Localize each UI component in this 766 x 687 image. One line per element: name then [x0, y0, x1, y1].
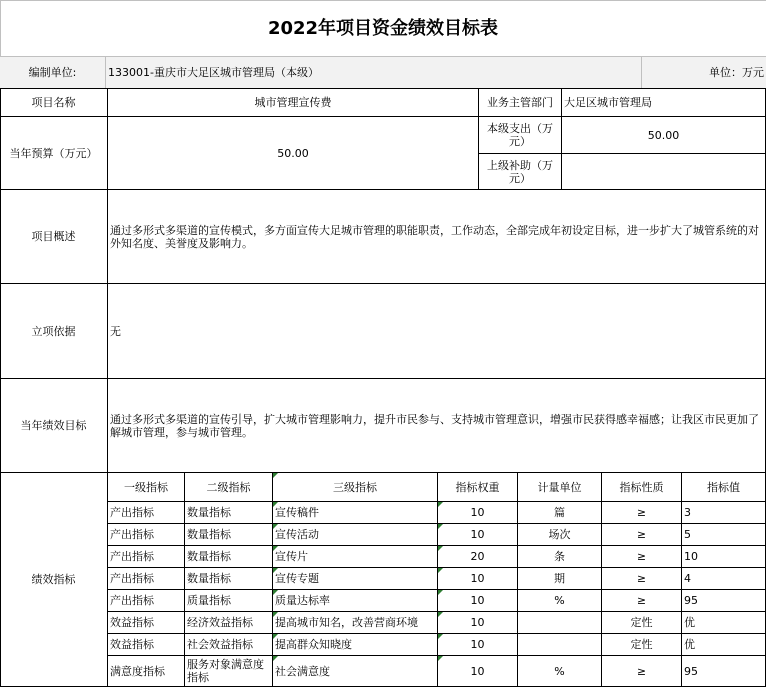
table-cell	[518, 612, 602, 634]
table-cell: 服务对象满意度指标	[185, 656, 273, 687]
table-cell: 10	[438, 612, 518, 634]
table-cell: 95	[682, 590, 766, 612]
table-cell: 产出指标	[108, 568, 185, 590]
table-cell: 提高城市知名，改善营商环境	[273, 612, 438, 634]
table-cell: 宣传稿件	[273, 502, 438, 524]
basis-label: 立项依据	[0, 284, 108, 379]
table-cell: 质量达标率	[273, 590, 438, 612]
indicator-header: 指标权重	[438, 473, 518, 502]
basis-text: 无	[108, 284, 766, 379]
project-name-value: 城市管理宣传费	[108, 89, 479, 117]
table-cell: 定性	[602, 612, 682, 634]
upper-subsidy-value	[562, 154, 766, 190]
table-cell: 10	[438, 656, 518, 687]
indicator-header: 一级指标	[108, 473, 185, 502]
table-cell: 数量指标	[185, 546, 273, 568]
table-cell: 优	[682, 612, 766, 634]
table-cell: 宣传专题	[273, 568, 438, 590]
table-cell: 数量指标	[185, 568, 273, 590]
table-cell: 10	[438, 634, 518, 656]
table-cell: 20	[438, 546, 518, 568]
table-cell: 数量指标	[185, 502, 273, 524]
project-name-label: 项目名称	[0, 89, 108, 117]
table-cell: 期	[518, 568, 602, 590]
local-expense-label: 本级支出（万元）	[479, 117, 562, 154]
table-cell: 10	[438, 568, 518, 590]
department-value: 大足区城市管理局	[562, 89, 766, 117]
table-cell: 经济效益指标	[185, 612, 273, 634]
indicator-header: 指标值	[682, 473, 766, 502]
table-cell: ≥	[602, 524, 682, 546]
table-cell: 定性	[602, 634, 682, 656]
table-cell: 满意度指标	[108, 656, 185, 687]
table-cell: ≥	[602, 590, 682, 612]
table-cell: 数量指标	[185, 524, 273, 546]
table-cell: 优	[682, 634, 766, 656]
indicators-label: 绩效指标	[0, 473, 108, 687]
table-cell: 10	[438, 502, 518, 524]
table-cell: 产出指标	[108, 502, 185, 524]
goal-text: 通过多形式多渠道的宣传引导，扩大城市管理影响力，提升市民参与、支持城市管理意识，增强市民获得感幸福感；让我区市民更加了解城市管理，参与城市管理。	[108, 379, 766, 473]
department-label: 业务主管部门	[479, 89, 562, 117]
table-cell: 3	[682, 502, 766, 524]
annual-budget-label: 当年预算（万元）	[0, 117, 108, 190]
overview-text: 通过多形式多渠道的宣传模式，多方面宣传大足城市管理的职能职责，工作动态，全部完成年初设定目标，进一步扩大了城管系统的对外知名度、美誉度及影响力。	[108, 190, 766, 284]
table-cell: 95	[682, 656, 766, 687]
table-cell: 场次	[518, 524, 602, 546]
unit-label: 编制单位:	[0, 57, 106, 88]
table-cell: 产出指标	[108, 590, 185, 612]
table-cell	[518, 634, 602, 656]
indicator-header: 二级指标	[185, 473, 273, 502]
table-cell: 条	[518, 546, 602, 568]
local-expense-value: 50.00	[562, 117, 766, 154]
table-cell: 产出指标	[108, 524, 185, 546]
table-cell: 效益指标	[108, 612, 185, 634]
table-cell: 宣传片	[273, 546, 438, 568]
table-cell: %	[518, 656, 602, 687]
table-cell: 社会满意度	[273, 656, 438, 687]
indicator-header: 指标性质	[602, 473, 682, 502]
table-cell: 5	[682, 524, 766, 546]
table-cell: 质量指标	[185, 590, 273, 612]
table-cell: 宣传活动	[273, 524, 438, 546]
indicator-header: 计量单位	[518, 473, 602, 502]
unit-value: 133001-重庆市大足区城市管理局（本级）	[106, 57, 642, 88]
table-cell: ≥	[602, 502, 682, 524]
table-cell: ≥	[602, 546, 682, 568]
table-cell: 篇	[518, 502, 602, 524]
indicator-header: 三级指标	[273, 473, 438, 502]
table-cell: ≥	[602, 568, 682, 590]
goal-label: 当年绩效目标	[0, 379, 108, 473]
page-title: 2022年项目资金绩效目标表	[267, 18, 499, 39]
table-cell: 10	[438, 590, 518, 612]
table-cell: 社会效益指标	[185, 634, 273, 656]
table-cell: %	[518, 590, 602, 612]
annual-budget-value: 50.00	[108, 117, 479, 190]
currency-unit: 单位：万元	[642, 57, 766, 88]
table-cell: 效益指标	[108, 634, 185, 656]
table-cell: ≥	[602, 656, 682, 687]
table-cell: 产出指标	[108, 546, 185, 568]
table-cell: 4	[682, 568, 766, 590]
overview-label: 项目概述	[0, 190, 108, 284]
upper-subsidy-label: 上级补助（万元）	[479, 154, 562, 190]
table-cell: 提高群众知晓度	[273, 634, 438, 656]
table-cell: 10	[438, 524, 518, 546]
table-cell: 10	[682, 546, 766, 568]
